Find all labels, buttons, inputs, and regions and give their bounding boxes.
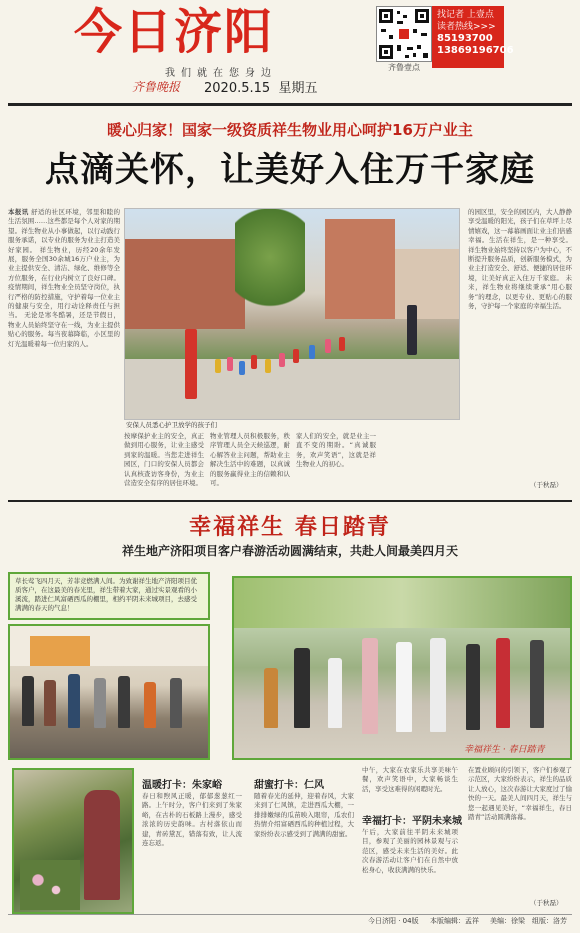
issue-date	[204, 77, 317, 96]
date-text: 2020.5.15	[204, 81, 271, 96]
article2-subhead: 祥生地产济阳项目客户春游活动圆满结束，共赴人间最美四月天	[121, 544, 458, 558]
article1-column-1	[8, 208, 120, 493]
article2-photo-flowers	[12, 768, 134, 914]
footer-art: 美编：徐梁	[490, 917, 525, 925]
article1-column-4: 家人们的安全，就是业主一直不变的期盼。“真诚服务，欢声笑语”，这就是祥生物业人的初心。	[296, 432, 376, 469]
section-title: 幸福打卡：平阴未来城	[362, 816, 462, 827]
section-title: 温暖打卡：朱家峪	[142, 780, 222, 791]
paper-name: 齐鲁晚报	[132, 80, 181, 94]
weekday-text: 星期五	[278, 81, 318, 96]
article2-column-right: 在置业顾问的引领下，客户们参观了示范区，大家纷纷表示，祥生的品质让人放心，这次春游让大家度过了愉快的一天。最美人间四月天，祥生与您一起遇见美好，“幸福祥生，春日踏青”活动圆满落幕。	[468, 766, 572, 822]
article2-headline: 幸福祥生 春日踏青	[189, 515, 391, 540]
article1-photo-caption: 安保人员悉心护卫放学的孩子们	[126, 421, 217, 429]
section-text: 午后，大家前往平阴未来城项目，参观了美丽的园林景观与示范区，感受未来生活的美好。此次春游活动让客户们在自然中放松身心，收获满满的快乐。	[362, 828, 458, 874]
reader-hotline-box	[432, 6, 514, 68]
footer-editor: 本版编辑：孟祥	[430, 917, 479, 925]
article1-column-5	[468, 208, 572, 476]
dateline: 本报讯	[8, 208, 29, 216]
article1-subhead: 暖心归家！国家一级资质祥生物业用心呵护16万户业主	[107, 121, 473, 139]
section-title: 甜蜜打卡：仁风	[254, 780, 324, 791]
article1-photo	[124, 208, 460, 420]
article2-byline: （于秋磊）	[530, 899, 563, 907]
article2-column-mid: 中午，大家在农家乐共享美味午餐，欢声笑语中，大家畅谈生活，享受这难得的闲暇时光。	[362, 766, 458, 793]
masthead-slogan: 我们就在您身边	[165, 68, 277, 79]
article1-byline: （于秋磊）	[530, 481, 563, 489]
section-divider	[8, 500, 572, 502]
masthead-title: 今日济阳	[74, 4, 275, 60]
hotline-number: 85193700	[437, 33, 493, 44]
article2-intro-box: 草长莺飞四月天，芳菲竞燃满人间。为致谢祥生地产济阳项目优质客户，在这最美的春光里，祥生带着大家，通过实景观看的小溪流，踏进仁风富硒西瓜的棚里，相约平阴未来城项目，去感受满满的春天的气息！	[8, 572, 210, 620]
article1-text: 疫情期间，祥生物业全员坚守岗位，执行严格的防控措施，守护着每一位业主的健康与安全，用行动诠释责任与担当。	[8, 283, 120, 320]
article2-photo-group	[232, 576, 572, 760]
hotline-title: 找记者 上壹点	[437, 10, 494, 20]
article2-photo-exhibit	[8, 624, 210, 760]
article1-column-3: 物业管理人员积极服务，秩序管理人员全天候巡逻，耐心解答业主问题，帮助业主解决生活中的难题，以真诚的服务赢得业主的信赖和认可。	[210, 432, 290, 488]
qr-label: 齐鲁壹点	[388, 63, 420, 72]
footer-proof: 组版：洛芳	[532, 917, 567, 925]
hotline-number: 13869196706	[437, 45, 514, 56]
article1-text: 无论是寒冬酷暑，还是节假日，物业人员始终坚守在一线，为业主提供贴心的服务。每当夜幕降临，小区里的灯光温暖着每一位归家的人。	[8, 311, 120, 348]
masthead-divider	[8, 103, 572, 106]
article2-photo-tag: 幸福祥生 · 春日踏青	[464, 745, 545, 755]
article1-column-2: 按摩保护业主的安全，真正做到用心服务，让业主感受到家的温暖。当您走进祥生园区，门口的安保人员都会认真核查访客身份，为业主营造安全有序的居住环境。	[124, 432, 204, 488]
footer-divider	[8, 914, 572, 915]
article1-text: 祥生物业始终坚持以客户为中心，不断提升服务品质，创新服务模式，为业主打造安全、舒适、便捷的居住环境，让美好真正入住万千家庭。	[468, 245, 572, 282]
section-text: 春日和煦风正暖，郁郁葱葱红一路。上午时分，客户们来到了朱家峪，在古朴的石板路上漫步，感受浓浓的历史韵味。古村落依山而建，青砖黛瓦，错落有致，让人流连忘返。	[142, 792, 242, 848]
article1-text: 祥生物业，历经20余年发展，服务全国30余城16万户业主，为业主提供安全、清洁、绿化、维修等全方位服务，在行业内树立了良好口碑。	[8, 245, 120, 282]
article1-text: 舒适的社区环境，邻里和睦的生活氛围……这些都是每个人对家的期望。祥生物业从小事做起，以行动践行服务承诺，以专业的服务为业主打造美好家园。	[8, 208, 120, 254]
article1-headline: 点滴关怀，让美好入住万千家庭	[45, 150, 535, 190]
section-text: 随着春光的延伸，迎着春风，大家来到了仁风镇，走进西瓜大棚，一排排嫩绿的瓜苗映入眼帘，瓜农们热情介绍富硒西瓜的种植过程，大家纷纷表示感受到了满满的甜蜜。	[254, 792, 354, 838]
footer-page: 今日济阳 · 04版	[368, 917, 419, 925]
article1-text: 未来，祥生物业将继续秉承“用心服务”的理念，以更专业、更贴心的服务，守护每一个家庭的幸福生活。	[468, 273, 572, 311]
article1-text: 的园区里，安全的园区内，大人静静享受温暖的阳光，孩子们在草坪上尽情嬉戏，这一幕幕画面让业主们倍感幸福。生活在祥生，是一种享受。	[468, 208, 572, 245]
hotline-label: 读者热线>>>	[437, 22, 496, 32]
qr-code-icon	[376, 6, 432, 62]
